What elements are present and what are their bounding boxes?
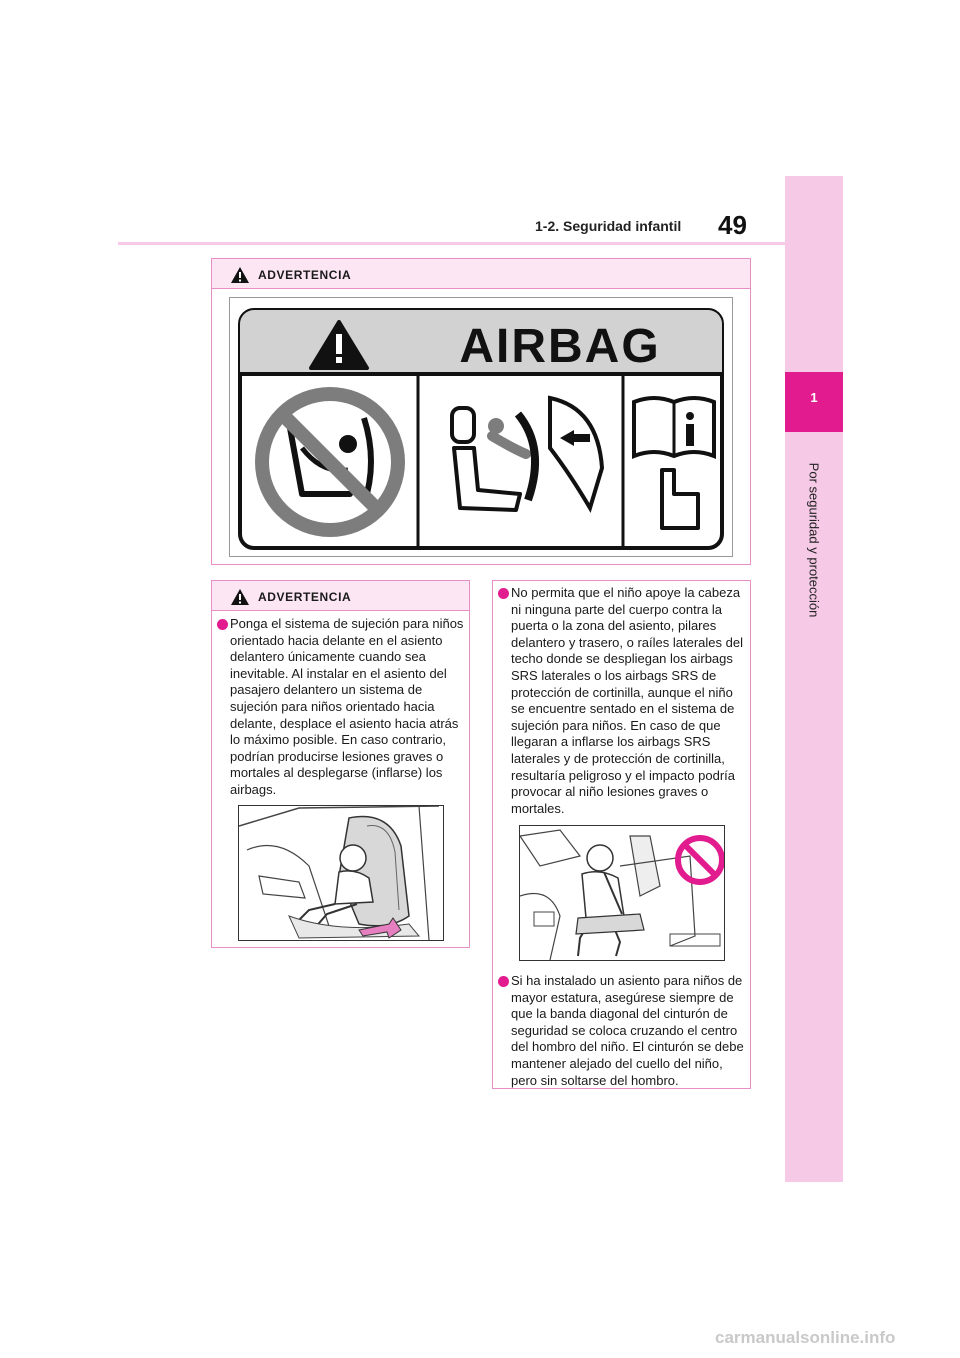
airbag-label-text: AIRBAG <box>459 320 661 373</box>
bullet-text-head-against-door: No permita que el niño apoye la cabeza ni ninguna parte del cuerpo contra la puerta o la zona del asiento, pilares delantero y trasero, o raíles laterales del techo donde se despliegan los airbags SRS laterales o los airbags SRS de protección de cortinilla, aunque el niño se encuentre sentado en el sistema de sujeción para niños. En caso de que llegaran a inflarse los airbags SRS laterales y de protección de cortinilla, resultaría peligroso y el impacto podría provocar al niño lesiones graves o mortales. <box>511 585 743 816</box>
warning-panel-airbag-label <box>211 258 751 565</box>
bullet-text-forward-seat: Ponga el sistema de sujeción para niños orientado hacia delante en el asiento delantero únicamente cuando sea inevitable. Al instalar en el asiento del pasajero delantero un sistema de sujeción para niños orientado hacia delante, desplace el asiento hacia atrás lo máximo posible. En caso contrario, podrían producirse lesiones graves o mortales al desplegarse (inflarse) los airbags. <box>230 616 464 797</box>
page-number: 49 <box>718 210 747 240</box>
booster-seat-illustration <box>519 825 725 961</box>
prohibited-icon <box>678 838 722 882</box>
chapter-number: 1 <box>810 390 818 405</box>
bullet-icon <box>498 588 509 599</box>
chapter-side-tab <box>785 176 843 1182</box>
warning-triangle-icon <box>230 266 250 284</box>
forward-facing-child-seat-image <box>239 806 443 940</box>
bullet-text-diagonal-belt: Si ha instalado un asiento para niños de mayor estatura, asegúrese siempre de que la banda diagonal del cinturón de seguridad se coloca cruzando el centro del hombro del niño. El cinturón se debe mantener alejado del cuello del niño, pero sin soltarse del hombro. <box>511 973 744 1088</box>
warning-title: ADVERTENCIA <box>258 268 352 282</box>
warning-panel-left <box>211 580 470 948</box>
warning-header <box>212 581 469 611</box>
header-rule <box>118 242 785 245</box>
section-title: 1-2. Seguridad infantil <box>535 218 682 234</box>
chapter-label: Por seguridad y protección <box>806 462 822 618</box>
child-leaning-on-door-image <box>520 826 724 960</box>
warning-panel-right <box>492 580 751 1089</box>
warning-header <box>212 259 750 289</box>
warning-triangle-icon <box>230 588 250 606</box>
footer-watermark: carmanualsonline.info <box>715 1328 896 1347</box>
warning-title: ADVERTENCIA <box>258 590 352 604</box>
bullet-icon <box>498 976 509 987</box>
child-seat-illustration <box>238 805 444 941</box>
airbag-label-illustration <box>230 298 732 556</box>
airbag-label-figure <box>229 297 733 557</box>
bullet-icon <box>217 619 228 630</box>
